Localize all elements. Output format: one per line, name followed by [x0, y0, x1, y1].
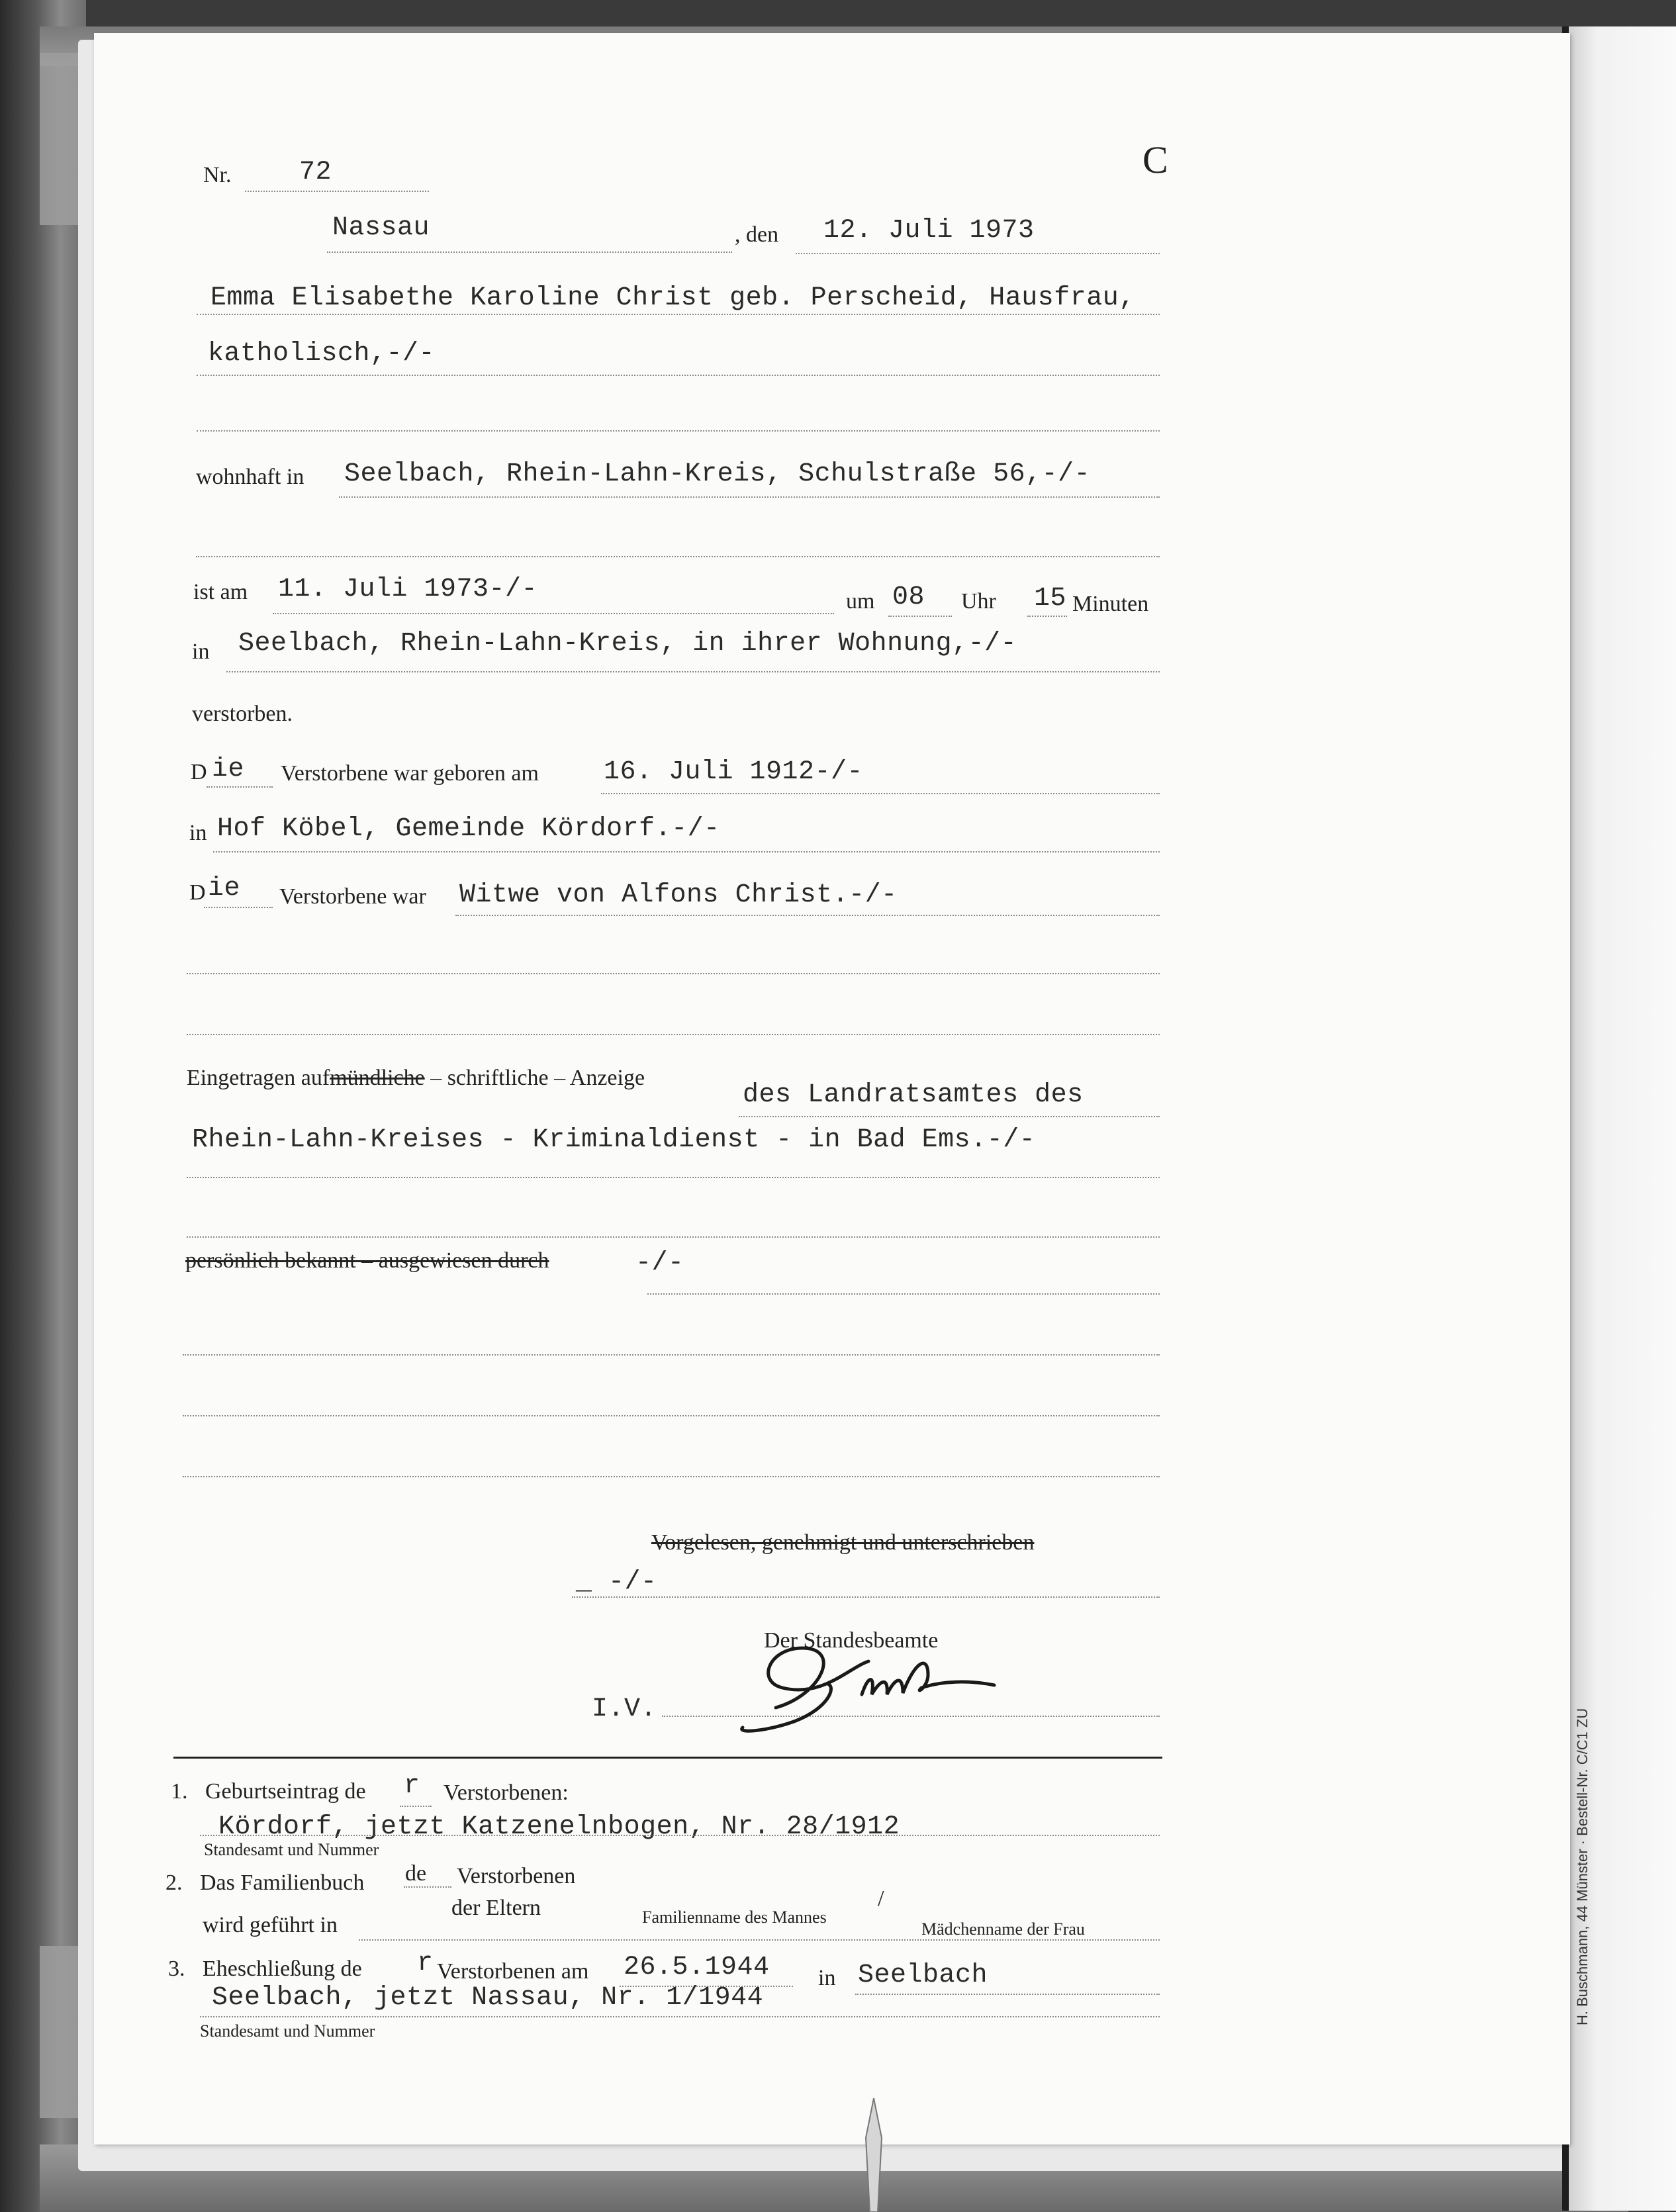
closing-line	[572, 1596, 1160, 1598]
death-date-label: ist am	[193, 580, 248, 604]
status-line3	[187, 1034, 1160, 1035]
iv-label: I.V.	[592, 1694, 657, 1724]
note2-label: Das Familienbuch	[200, 1870, 365, 1895]
registration-line3	[187, 1236, 1160, 1238]
closing-label: Vorgelesen, genehmigt und unterschrieben	[651, 1530, 1035, 1555]
registration-value-line2: Rhein-Lahn-Kreises - Kriminaldienst - in Bad Ems.-/-	[192, 1125, 1036, 1155]
note3-label2: Verstorbenen am	[437, 1959, 589, 1984]
identity-line2	[183, 1354, 1160, 1356]
registration-line2	[187, 1177, 1160, 1178]
residence-label: wohnhaft in	[196, 465, 304, 489]
nr-line	[245, 191, 429, 192]
date-value: 12. Juli 1973	[823, 216, 1035, 246]
note1-article: r	[404, 1771, 420, 1801]
registration-line1	[739, 1116, 1160, 1117]
death-minuten-label: Minuten	[1072, 592, 1149, 616]
birth-date: 16. Juli 1912-/-	[604, 757, 864, 787]
registration-label: Eingetragen aufmündliche – schriftliche – Anzeige	[187, 1066, 645, 1090]
note3-article: r	[417, 1949, 434, 1978]
note3-date: 26.5.1944	[624, 1953, 770, 1982]
birth-article: ie	[212, 755, 245, 784]
note2-de: de	[405, 1861, 427, 1886]
note3-place: Seelbach	[858, 1960, 988, 1990]
death-minutes: 15	[1034, 584, 1067, 614]
person-name-line1: Emma Elisabethe Karoline Christ geb. Perscheid, Hausfrau,	[210, 283, 1135, 313]
closing-value: _ -/-	[576, 1567, 657, 1597]
note1-label2: Verstorbenen:	[443, 1780, 569, 1805]
death-place-line	[226, 671, 1160, 672]
pointer-tool	[861, 2098, 887, 2212]
status-article: ie	[208, 874, 241, 903]
place-value: Nassau	[332, 213, 430, 243]
note2-number: 2.	[165, 1870, 183, 1895]
note2-de-line	[404, 1886, 451, 1888]
status-article-line	[204, 907, 273, 908]
note2-slash: /	[878, 1886, 884, 1911]
place-line	[327, 252, 732, 253]
person-line3	[197, 430, 1160, 432]
death-place-value: Seelbach, Rhein-Lahn-Kreis, in ihrer Wohnung,-/-	[238, 629, 1017, 659]
person-line1	[197, 314, 1160, 315]
birth-article-line	[207, 786, 273, 788]
status-line	[455, 915, 1160, 916]
note2-caption2: Mädchenname der Frau	[921, 1919, 1085, 1939]
status-d-label: D	[189, 880, 206, 905]
register-page	[94, 33, 1570, 2144]
note3-value: Seelbach, jetzt Nassau, Nr. 1/1944	[212, 1983, 764, 2013]
death-date-line	[273, 613, 834, 614]
date-line	[796, 253, 1160, 254]
nr-value: 72	[299, 158, 332, 187]
note3-line	[200, 2016, 1160, 2017]
note2-caption1: Familienname des Mannes	[642, 1908, 827, 1927]
hour-line	[888, 616, 952, 617]
birth-place-value: Hof Köbel, Gemeinde Kördorf.-/-	[217, 814, 720, 844]
nr-label: Nr.	[203, 163, 232, 187]
birth-place-label: in	[189, 821, 207, 845]
note3-in: in	[818, 1966, 836, 1990]
note2-wird: wird geführt in	[203, 1913, 338, 1937]
note2-line	[359, 1939, 1160, 1941]
death-uhr-label: Uhr	[961, 589, 996, 614]
residence-line2	[196, 556, 1160, 557]
death-place-label: in	[192, 639, 210, 664]
note1-number: 1.	[171, 1779, 188, 1804]
identity-line3	[183, 1415, 1160, 1416]
person-name-line2: katholisch,-/-	[208, 339, 436, 369]
corner-letter: C	[1142, 138, 1168, 181]
identity-value: -/-	[635, 1248, 684, 1278]
birth-label: Verstorbene war geboren am	[281, 761, 539, 786]
den-label: , den	[735, 222, 779, 247]
status-line2	[187, 973, 1160, 974]
note2-verstorbenen: Verstorbenen	[457, 1864, 576, 1888]
official-label: Der Standesbeamte	[764, 1628, 939, 1653]
publisher-note: H. Buschmann, 44 Münster · Bestell-Nr. C/C1 ZU	[1574, 1708, 1591, 2025]
note3-place-line	[855, 1994, 1160, 1995]
birth-date-line	[601, 793, 1160, 794]
book-cover-left	[0, 0, 86, 2212]
note3-caption: Standesamt und Nummer	[200, 2021, 375, 2041]
status-value: Witwe von Alfons Christ.-/-	[459, 880, 898, 910]
note3-label: Eheschließung de	[203, 1957, 362, 1981]
note1-label: Geburtseintrag de	[205, 1779, 366, 1804]
note1-line	[200, 1835, 1160, 1836]
note2-eltern: der Eltern	[451, 1896, 541, 1920]
death-date-value: 11. Juli 1973-/-	[278, 575, 538, 604]
status-label: Verstorbene war	[279, 884, 426, 909]
birth-place-line	[213, 851, 1160, 853]
death-hour: 08	[892, 582, 925, 612]
note1-value: Kördorf, jetzt Katzenelnbogen, Nr. 28/1912	[218, 1812, 900, 1842]
signature-mark	[729, 1622, 1007, 1741]
residence-value: Seelbach, Rhein-Lahn-Kreis, Schulstraße 56,-/-	[344, 459, 1091, 489]
minutes-line	[1027, 616, 1067, 617]
death-um-label: um	[846, 589, 875, 614]
identity-line4	[183, 1476, 1160, 1477]
verstorben-label: verstorben.	[192, 702, 293, 726]
notes-divider	[173, 1757, 1162, 1759]
person-line2	[197, 375, 1160, 376]
note3-number: 3.	[168, 1957, 185, 1981]
residence-line	[339, 496, 1160, 498]
birth-d-label: D	[191, 760, 207, 784]
note1-article-line	[400, 1806, 432, 1807]
note1-caption: Standesamt und Nummer	[204, 1840, 379, 1859]
identity-line	[647, 1293, 1160, 1295]
identity-label: persönlich bekannt – ausgewiesen durch	[185, 1248, 549, 1273]
registration-value-line1: des Landratsamtes des	[743, 1080, 1084, 1110]
